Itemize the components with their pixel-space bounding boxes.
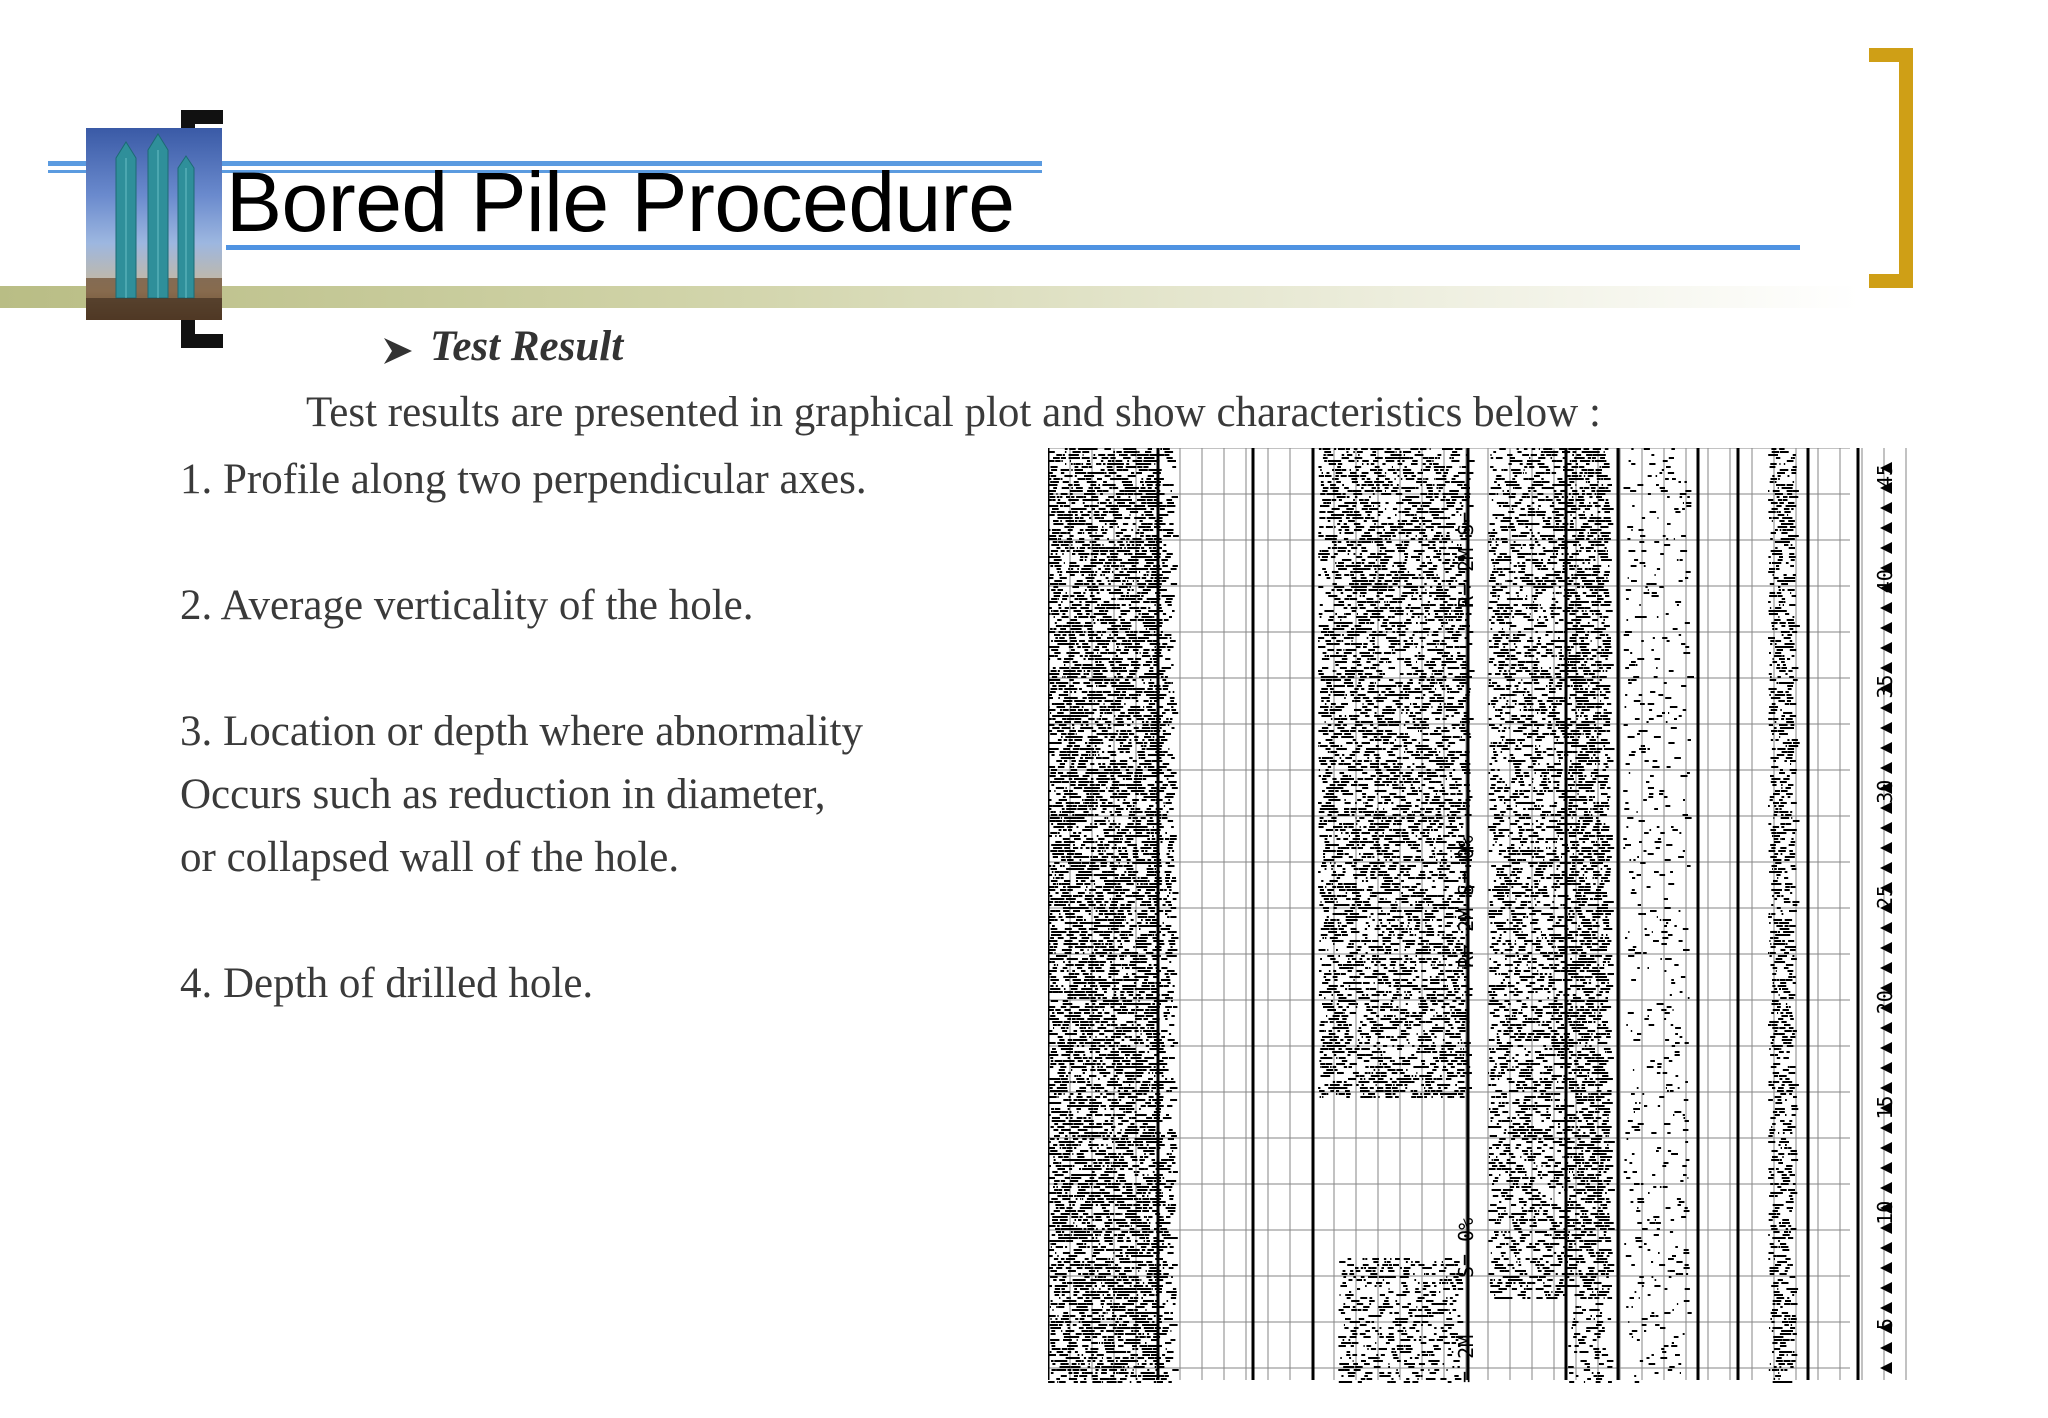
- list-item: or collapsed wall of the hole.: [180, 826, 1040, 889]
- arrow-bullet-icon: [382, 330, 416, 364]
- slide-title: Bored Pile Procedure: [226, 160, 1014, 244]
- trace-band-center-c: [1488, 448, 1615, 1299]
- depth-tick-arrow: [1880, 1282, 1892, 1294]
- depth-tick-arrow: [1880, 722, 1892, 734]
- depth-tick-arrow: [1880, 1262, 1892, 1274]
- depth-tick-arrow: [1880, 1182, 1892, 1194]
- trace-band-left: [1048, 448, 1164, 1383]
- list-item: 4. Depth of drilled hole.: [180, 952, 1040, 1015]
- depth-tick-arrow: [1880, 1302, 1892, 1314]
- depth-tick-arrow: [1880, 622, 1892, 634]
- list-item: 1. Profile along two perpendicular axes.: [180, 448, 1040, 511]
- intro-text: Test results are presented in graphical plot and show characteristics below :: [306, 388, 1601, 437]
- list-item: 2. Average verticality of the hole.: [180, 574, 1040, 637]
- list-item: 3. Location or depth where abnormality: [180, 700, 1040, 763]
- depth-tick-arrow: [1880, 1162, 1892, 1174]
- depth-marker: 25: [1873, 885, 1897, 909]
- depth-tick-arrow: [1880, 842, 1892, 854]
- plot-label: R= 2M S= 0%: [1454, 836, 1478, 968]
- depth-tick-arrow: [1880, 762, 1892, 774]
- depth-marker: 10: [1873, 1201, 1897, 1225]
- plot-label: = 2M: [1454, 1335, 1478, 1383]
- depth-tick-arrow: [1880, 1062, 1892, 1074]
- depth-tick-arrow: [1880, 642, 1892, 654]
- characteristics-list: [180, 448, 1040, 1015]
- depth-tick-arrow: [1880, 822, 1892, 834]
- subheading: [382, 322, 623, 371]
- depth-tick-arrow: [1880, 1082, 1892, 1094]
- trace-band-center-b: [1338, 1258, 1463, 1383]
- right-bracket-bottom: [1869, 274, 1913, 288]
- depth-marker: 30: [1873, 780, 1897, 804]
- depth-tick-arrow: [1880, 1022, 1892, 1034]
- depth-tick-arrow: [1880, 702, 1892, 714]
- right-bracket-stem: [1899, 48, 1913, 288]
- subheading-text: Test Result: [430, 322, 623, 371]
- plot-label: R= 2M S=: [1454, 512, 1478, 608]
- depth-tick-arrow: [1880, 862, 1892, 874]
- caliper-log-svg: [1048, 448, 1910, 1390]
- depth-tick-arrow: [1880, 922, 1892, 934]
- depth-tick-arrow: [1880, 662, 1892, 674]
- depth-tick-arrow: [1880, 1362, 1892, 1374]
- depth-marker: 20: [1873, 990, 1897, 1014]
- trace-band-right: [1768, 448, 1800, 1383]
- depth-tick-arrow: [1880, 1242, 1892, 1254]
- depth-tick-arrow: [1880, 602, 1892, 614]
- depth-tick-arrow: [1880, 742, 1892, 754]
- depth-marker: 40: [1873, 569, 1897, 593]
- depth-tick-arrow: [1880, 502, 1892, 514]
- depth-tick-arrow: [1880, 1142, 1892, 1154]
- depth-tick-arrow: [1880, 1342, 1892, 1354]
- depth-marker: 45: [1873, 464, 1897, 488]
- trace-scatter: [1623, 448, 1694, 1383]
- building-logo-icon: [86, 128, 222, 320]
- caliper-log-plot: [1048, 448, 1910, 1390]
- depth-tick-arrow: [1880, 542, 1892, 554]
- depth-marker: 5: [1873, 1318, 1897, 1330]
- depth-tick-arrow: [1880, 1122, 1892, 1134]
- depth-tick-arrow: [1880, 962, 1892, 974]
- title-band: [0, 286, 1860, 308]
- list-item: Occurs such as reduction in diameter,: [180, 763, 1040, 826]
- depth-tick-arrow: [1880, 522, 1892, 534]
- depth-tick-arrow: [1880, 942, 1892, 954]
- depth-tick-arrow: [1880, 1042, 1892, 1054]
- plot-label: S= 0%: [1454, 1218, 1478, 1278]
- trace-edge-center: [1568, 448, 1615, 1383]
